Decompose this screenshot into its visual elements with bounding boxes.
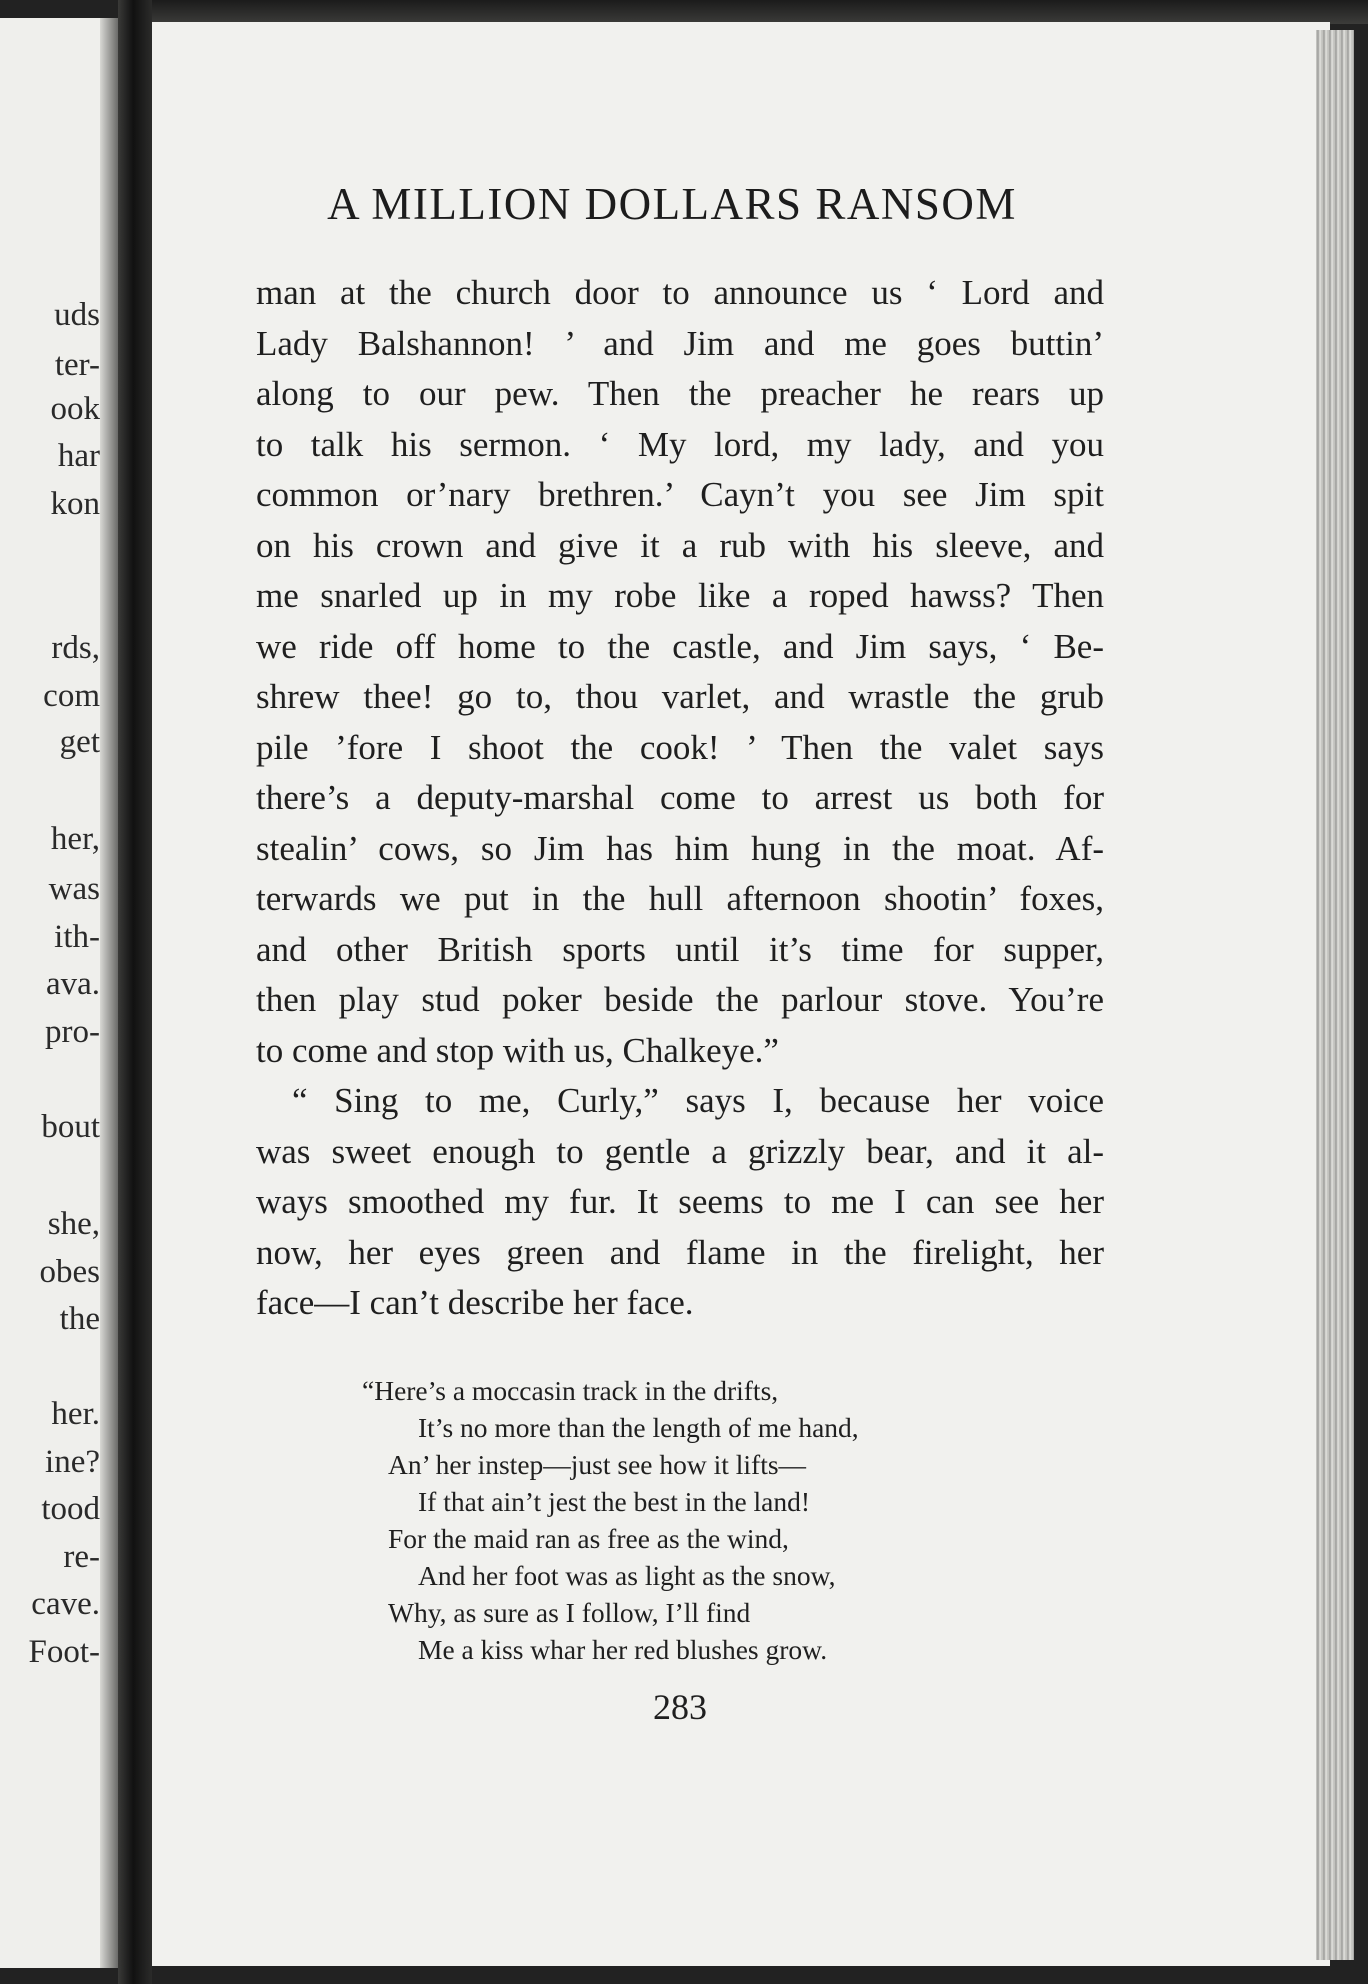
body-line: me snarled up in my robe like a roped hawss? Then xyxy=(256,576,1104,615)
body-line: “ Sing to me, Curly,” says I, because her voice xyxy=(292,1081,1104,1120)
poem-line: An’ her instep—just see how it lifts— xyxy=(388,1449,807,1480)
body-line: terwards we put in the hull afternoon shootin’ foxes, xyxy=(256,879,1104,918)
top-edge-shadow xyxy=(152,0,1368,24)
body-line: there’s a deputy-marshal come to arrest us both for xyxy=(256,778,1104,817)
poem-line: “Here’s a moccasin track in the drifts, xyxy=(362,1375,779,1406)
body-line: then play stud poker beside the parlour stove. You’re xyxy=(256,980,1104,1019)
body-line: pile ’fore I shoot the cook! ’ Then the valet says xyxy=(256,727,1104,767)
poem-line: And her foot was as light as the snow, xyxy=(418,1560,836,1591)
left-page-fragment: kon xyxy=(50,486,100,522)
running-title: A MILLION DOLLARS RANSOM xyxy=(327,179,1017,229)
left-page-fragment: rds, xyxy=(51,630,100,666)
body-line: and other British sports until it’s time for supper, xyxy=(256,929,1104,969)
body-line: we ride off home to the castle, and Jim says, ‘ Be- xyxy=(256,626,1104,666)
left-facing-page xyxy=(0,18,118,1968)
body-line: to come and stop with us, Chalkeye.” xyxy=(256,1030,779,1070)
left-page-fragment: har xyxy=(57,438,100,474)
left-page-fragment: tood xyxy=(41,1491,100,1527)
poem-line: If that ain’t jest the best in the land! xyxy=(418,1486,811,1517)
book-spine xyxy=(118,0,152,1984)
page-number: 283 xyxy=(653,1687,707,1727)
body-line: stealin’ cows, so Jim has him hung in the moat. Af- xyxy=(256,828,1104,868)
body-line: now, her eyes green and flame in the firelight, her xyxy=(256,1232,1104,1272)
left-page-fragment: ter- xyxy=(54,347,100,383)
left-page-fragment: ith- xyxy=(54,919,100,955)
body-line: on his crown and give it a rub with his sleeve, and xyxy=(256,525,1104,565)
poem-block xyxy=(362,1372,1082,1668)
poem-line: It’s no more than the length of me hand, xyxy=(418,1412,859,1443)
left-page-fragment: her. xyxy=(51,1396,100,1432)
body-line: Lady Balshannon! ’ and Jim and me goes buttin’ xyxy=(256,323,1104,363)
left-page-fragment: get xyxy=(59,724,100,760)
body-line: common or’nary brethren.’ Cayn’t you see Jim spit xyxy=(256,475,1104,514)
left-page-fragment: Foot- xyxy=(28,1634,100,1670)
left-page-fragment: pro- xyxy=(45,1014,100,1050)
left-page-fragment: bout xyxy=(41,1109,100,1145)
body-line: shrew thee! go to, thou varlet, and wrastle the grub xyxy=(256,677,1104,716)
body-line: to talk his sermon. ‘ My lord, my lady, and you xyxy=(256,424,1104,464)
left-page-fragment: her, xyxy=(50,821,100,857)
left-page-fragment: ava. xyxy=(45,966,100,1002)
left-page-fragment: re- xyxy=(63,1539,100,1575)
body-line: was sweet enough to gentle a grizzly bear, and it al- xyxy=(256,1131,1104,1171)
left-page-fragment: was xyxy=(48,871,100,907)
body-line: along to our pew. Then the preacher he rears up xyxy=(256,374,1104,413)
poem-line: Why, as sure as I follow, I’ll find xyxy=(388,1597,751,1628)
poem-line: For the maid ran as free as the wind, xyxy=(388,1523,789,1554)
body-line: ways smoothed my fur. It seems to me I can see her xyxy=(256,1182,1104,1221)
body-text xyxy=(256,268,1104,1329)
left-page-gutter-shadow xyxy=(100,18,118,1968)
body-line: face—I can’t describe her face. xyxy=(256,1283,694,1322)
left-page-fragment: she, xyxy=(47,1206,100,1242)
left-page-fragment: the xyxy=(59,1301,100,1337)
poem-line: Me a kiss whar her red blushes grow. xyxy=(418,1634,828,1665)
page-edges xyxy=(1316,30,1354,1960)
left-page-fragment: ine? xyxy=(45,1444,100,1480)
left-page-fragment: obes xyxy=(39,1254,100,1290)
left-page-fragment: cave. xyxy=(31,1586,100,1622)
body-line: man at the church door to announce us ‘ Lord and xyxy=(256,273,1104,312)
left-page-fragment: com xyxy=(43,678,100,714)
left-page-fragment: ook xyxy=(50,391,100,427)
left-page-fragment: uds xyxy=(54,297,100,333)
